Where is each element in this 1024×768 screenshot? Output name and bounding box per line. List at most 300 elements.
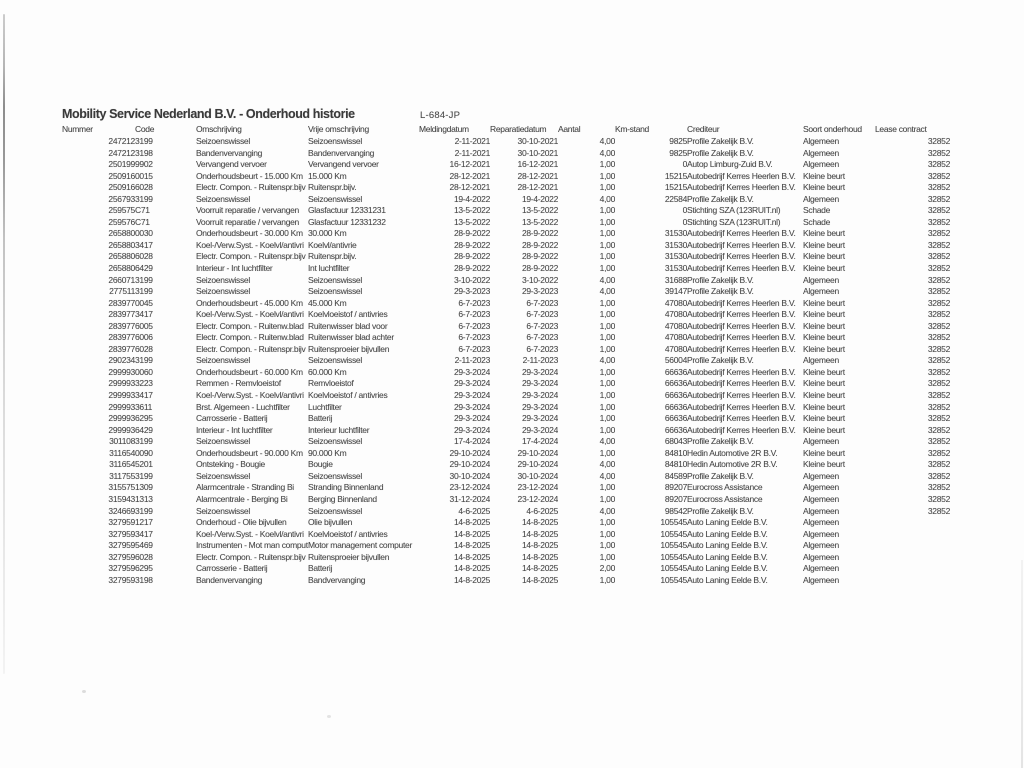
table-cell: 28-9-2022	[521, 228, 558, 239]
table-cell: 0030	[135, 228, 153, 239]
table-cell: 29-3-2023	[453, 286, 490, 297]
table-cell: 265880	[108, 228, 135, 239]
table-cell: Instrumenten - Mot man comput	[196, 540, 308, 551]
table-cell: 15215	[664, 182, 687, 193]
table-cell: Interieur luchtfilter	[308, 424, 370, 435]
column-header-aantal: Aantal	[558, 124, 581, 134]
table-cell: 256793	[108, 193, 135, 204]
table-cell: 2-11-2021	[454, 136, 490, 146]
table-cell: Electr. Compon. - Ruitenw.blad	[196, 332, 304, 343]
table-cell: 259575	[108, 205, 135, 216]
table-cell: 3417	[135, 309, 153, 320]
table-cell: 29-3-2024	[453, 413, 490, 424]
table-cell: 6-7-2023	[526, 332, 558, 343]
table-cell: Bougie	[308, 459, 333, 470]
table-cell: Ruitensproeier bijvullen	[308, 551, 390, 562]
table-cell: 32852	[927, 251, 950, 262]
table-cell: 1,00	[599, 413, 615, 424]
table-cell: Profile Zakelijk B.V.	[687, 286, 754, 297]
table-cell: 32852	[927, 297, 950, 308]
column-header-crediteur: Crediteur	[687, 124, 720, 134]
table-cell: Kleine beurt	[803, 424, 845, 435]
table-cell: 3198	[135, 147, 153, 158]
table-cell: 66636	[664, 424, 687, 435]
table-cell: C71	[135, 205, 150, 216]
column-header-km-stand: Km-stand	[615, 124, 649, 134]
table-cell: Autop Limburg-Zuid B.V.	[687, 159, 773, 170]
table-cell: Remvloeistof	[308, 378, 354, 389]
table-cell: Seizoenswissel	[196, 505, 250, 516]
table-cell: Seizoenswissel	[308, 286, 362, 297]
table-cell: 30-10-2021	[517, 147, 558, 158]
table-cell: 6-7-2023	[458, 297, 490, 308]
table-cell: 32852	[927, 332, 950, 343]
table-cell: Onderhoudsbeurt - 15.000 Km	[196, 170, 303, 181]
table-cell: 19-4-2022	[521, 193, 558, 204]
table-cell: 9825	[669, 136, 687, 146]
table-cell: Autobedrijf Kerres Heerlen B.V.	[687, 309, 796, 320]
table-cell: Onderhoudsbeurt - 90.000 Km	[196, 447, 303, 458]
table-cell: 4,00	[599, 355, 615, 366]
table-cell: Eurocross Assistance	[687, 482, 763, 493]
table-cell: Kleine beurt	[803, 251, 845, 262]
table-cell: Glasfactuur 12331231	[308, 205, 386, 216]
table-cell: 14-8-2025	[453, 551, 490, 562]
table-cell: 28-9-2022	[521, 251, 558, 262]
table-row	[62, 309, 950, 321]
table-row	[62, 425, 950, 437]
table-cell: Ontsteking - Bougie	[196, 459, 265, 470]
table-cell: 29-3-2024	[521, 366, 558, 377]
table-cell: 283977	[108, 343, 135, 354]
table-row	[62, 136, 950, 148]
table-cell: Kleine beurt	[803, 263, 845, 274]
table-row	[62, 194, 950, 206]
table-cell: 0060	[135, 366, 153, 377]
table-cell: Auto Laning Eelde B.V.	[687, 551, 768, 562]
table-row	[62, 390, 950, 402]
table-cell: Electr. Compon. - Ruitenspr.bijv	[196, 551, 306, 562]
table-cell: 29-10-2024	[517, 447, 558, 458]
table-row	[62, 575, 950, 587]
table-cell: 1,00	[599, 228, 615, 239]
table-row	[62, 436, 950, 448]
table-cell: 17-4-2024	[453, 436, 490, 447]
table-cell: 0045	[135, 297, 153, 308]
table-cell: 28-9-2022	[521, 263, 558, 274]
table-cell: Stichting SZA (123RUIT.nl)	[687, 205, 781, 216]
table-cell: Motor management computer	[308, 540, 412, 551]
table-cell: Eurocross Assistance	[687, 493, 763, 504]
scan-speck	[82, 690, 86, 693]
table-cell: 277511	[109, 286, 135, 297]
table-cell: 32852	[927, 413, 950, 424]
table-cell: Seizoenswissel	[308, 136, 362, 146]
table-cell: 6429	[135, 263, 153, 274]
table-cell: 32852	[927, 459, 950, 470]
table-cell: 23-12-2024	[517, 482, 558, 493]
table-cell: Algemeen	[803, 286, 839, 297]
table-cell: Algemeen	[803, 274, 839, 285]
column-header-lease-contract: Lease contract	[875, 124, 927, 134]
table-cell: 14-8-2025	[453, 563, 490, 574]
table-cell: Autobedrijf Kerres Heerlen B.V.	[687, 182, 796, 193]
table-cell: Kleine beurt	[803, 378, 845, 389]
table-cell: 1309	[135, 482, 153, 493]
table-cell: Algemeen	[803, 436, 839, 447]
table-cell: Bandenvervanging	[196, 147, 263, 158]
table-cell: 14-8-2025	[453, 517, 490, 528]
maintenance-history-table	[62, 123, 950, 586]
table-cell: Autobedrijf Kerres Heerlen B.V.	[687, 390, 796, 401]
table-cell: 247212	[108, 147, 135, 158]
table-cell: 6028	[135, 343, 153, 354]
table-cell: 1,00	[599, 528, 615, 539]
column-header-nummer: Nummer	[62, 124, 93, 134]
table-cell: Seizoenswissel	[196, 286, 250, 297]
table-cell: Ruitenwisser blad achter	[308, 332, 394, 343]
table-cell: Glasfactuur 12331232	[308, 216, 386, 227]
table-cell: 56004	[664, 355, 687, 366]
table-cell: 28-12-2021	[449, 182, 490, 193]
table-cell: Kleine beurt	[803, 239, 845, 250]
scan-edge-artifact-right	[1021, 560, 1023, 768]
table-cell: 29-3-2024	[453, 401, 490, 412]
table-cell: 28-12-2021	[449, 170, 490, 181]
table-cell: 3611	[135, 401, 153, 412]
table-cell: 14-8-2025	[521, 517, 558, 528]
table-cell: 1,00	[599, 297, 615, 308]
table-cell: 1,00	[599, 551, 615, 562]
table-cell: Seizoenswissel	[196, 355, 250, 366]
table-cell: 299993	[108, 413, 135, 424]
table-cell: 32852	[927, 355, 950, 366]
table-cell: Schade	[803, 216, 831, 227]
table-cell: Brst. Algemeen - Luchtfilter	[196, 401, 290, 412]
table-cell: 283977	[108, 309, 135, 320]
column-header-soort-onderhoud: Soort onderhoud	[803, 124, 862, 134]
table-cell: 2-11-2023	[522, 355, 558, 366]
table-cell: 1,00	[599, 574, 615, 585]
table-cell: Profile Zakelijk B.V.	[687, 436, 754, 447]
table-cell: Berging Binnenland	[308, 493, 377, 504]
table-cell: 14-8-2025	[521, 528, 558, 539]
table-cell: 16-12-2021	[517, 159, 558, 170]
table-cell: 3417	[135, 528, 153, 539]
table-cell: 1,00	[599, 159, 615, 170]
table-cell: Remmen - Remvloeistof	[196, 378, 281, 389]
table-cell: 2,00	[599, 563, 615, 574]
table-cell: Profile Zakelijk B.V.	[687, 193, 754, 204]
table-cell: 1,00	[599, 239, 615, 250]
table-cell: 47080	[664, 297, 687, 308]
table-cell: 31-12-2024	[449, 493, 490, 504]
table-cell: 5201	[135, 459, 153, 470]
table-cell: 29-3-2024	[521, 401, 558, 412]
table-cell: 9902	[135, 159, 153, 170]
column-header-reparatiedatum: Reparatiedatum	[490, 124, 547, 134]
table-cell: 1217	[135, 517, 153, 528]
table-cell: 98542	[664, 505, 687, 516]
table-row	[62, 228, 950, 240]
table-cell: 6-7-2023	[526, 297, 558, 308]
table-cell: 4,00	[599, 136, 615, 146]
table-cell: Kleine beurt	[803, 332, 845, 343]
table-cell: 6-7-2023	[458, 332, 490, 343]
table-cell: Bandvervanging	[308, 574, 366, 585]
table-cell: Kleine beurt	[803, 413, 845, 424]
table-cell: Ruitenspr.bijv.	[308, 251, 357, 262]
table-cell: Ruitenwisser blad voor	[308, 320, 388, 331]
table-cell: 315575	[108, 482, 135, 493]
table-row	[62, 552, 950, 564]
table-cell: Autobedrijf Kerres Heerlen B.V.	[687, 424, 796, 435]
table-row	[62, 355, 950, 367]
table-cell: Voorruit reparatie / vervangen	[196, 216, 299, 227]
table-cell: Kleine beurt	[803, 309, 845, 320]
table-cell: 31688	[664, 274, 687, 285]
table-cell: Kleine beurt	[803, 343, 845, 354]
table-cell: Vervangend vervoer	[308, 159, 379, 170]
table-cell: 283977	[108, 332, 135, 343]
table-cell: 32852	[927, 193, 950, 204]
table-cell: 3199	[135, 136, 153, 146]
table-cell: 29-3-2024	[453, 424, 490, 435]
table-cell: 45.000 Km	[308, 297, 347, 308]
table-cell: 32852	[927, 159, 950, 170]
table-cell: Hedin Automotive 2R B.V.	[687, 459, 778, 470]
table-cell: 4,00	[599, 274, 615, 285]
table-row	[62, 506, 950, 518]
table-cell	[875, 563, 950, 575]
table-cell: 13-5-2022	[521, 216, 558, 227]
table-cell: 301108	[109, 436, 135, 447]
table-cell: 6005	[135, 320, 153, 331]
table-cell: 13-5-2022	[521, 205, 558, 216]
table-cell: 32852	[927, 147, 950, 158]
table-cell: 29-3-2024	[521, 390, 558, 401]
table-cell: Autobedrijf Kerres Heerlen B.V.	[687, 251, 796, 262]
table-cell: Koel-/Verw.Syst. - Koelvl/antivri	[196, 309, 304, 320]
table-cell: 28-9-2022	[453, 263, 490, 274]
table-cell: 66636	[664, 366, 687, 377]
table-cell: 1,00	[599, 540, 615, 551]
table-cell: 3199	[135, 470, 153, 481]
table-cell: 4,00	[599, 459, 615, 470]
table-cell: 6295	[135, 563, 153, 574]
table-row	[62, 217, 950, 229]
table-cell: Auto Laning Eelde B.V.	[687, 528, 768, 539]
table-cell: 84810	[664, 447, 687, 458]
table-cell: 1,00	[599, 366, 615, 377]
table-row	[62, 367, 950, 379]
table-cell: Kleine beurt	[803, 320, 845, 331]
table-cell: 327959	[108, 517, 135, 528]
table-cell: Seizoenswissel	[308, 193, 362, 204]
table-cell: 5469	[135, 540, 153, 551]
table-cell: 4-6-2025	[526, 505, 558, 516]
table-cell: 259576	[108, 216, 135, 227]
table-cell: 4,00	[599, 436, 615, 447]
table-cell: Hedin Automotive 2R B.V.	[687, 447, 778, 458]
table-cell: Algemeen	[803, 505, 839, 516]
table-cell: Koelvloeistof / antivries	[308, 390, 388, 401]
table-cell: Autobedrijf Kerres Heerlen B.V.	[687, 401, 796, 412]
table-cell: 0015	[135, 170, 153, 181]
table-cell: 105545	[660, 528, 687, 539]
license-plate: L-684-JP	[420, 110, 461, 121]
table-cell: 90.000 Km	[308, 447, 347, 458]
table-cell: Int luchtfilter	[308, 263, 350, 274]
table-cell: Algemeen	[803, 159, 839, 170]
table-cell: 3199	[135, 193, 153, 204]
table-cell: Luchtfilter	[308, 401, 342, 412]
table-cell: 32852	[927, 343, 950, 354]
table-cell: 14-8-2025	[521, 551, 558, 562]
table-cell: Olie bijvullen	[308, 517, 352, 528]
table-cell: Profile Zakelijk B.V.	[687, 274, 754, 285]
table-cell: 1,00	[599, 447, 615, 458]
table-cell: 29-3-2024	[521, 424, 558, 435]
table-cell: 31530	[664, 239, 687, 250]
table-cell: 6-7-2023	[458, 320, 490, 331]
table-cell: 6-7-2023	[526, 309, 558, 320]
table-row	[62, 471, 950, 483]
table-cell: 29-10-2024	[517, 459, 558, 470]
table-cell: 247212	[108, 136, 135, 146]
table-cell: 32852	[927, 286, 950, 297]
table-cell: Autobedrijf Kerres Heerlen B.V.	[687, 320, 796, 331]
table-cell: Seizoenswissel	[308, 470, 362, 481]
table-cell: 84810	[664, 459, 687, 470]
table-cell: Autobedrijf Kerres Heerlen B.V.	[687, 228, 796, 239]
table-cell: 4,00	[599, 505, 615, 516]
table-cell: 6-7-2023	[526, 343, 558, 354]
table-row	[62, 517, 950, 529]
table-cell: 105545	[660, 540, 687, 551]
table-cell: Onderhoudsbeurt - 60.000 Km	[196, 366, 303, 377]
table-row	[62, 529, 950, 541]
table-cell: 1,00	[599, 263, 615, 274]
column-header-omschrijving: Omschrijving	[196, 124, 242, 134]
scan-speck	[327, 715, 331, 718]
table-row	[62, 182, 950, 194]
table-cell: 0090	[135, 447, 153, 458]
table-cell: Koelvloeistof / antivries	[308, 528, 388, 539]
table-cell: Kleine beurt	[803, 459, 845, 470]
table-cell: 14-8-2025	[521, 574, 558, 585]
table-cell: 1,00	[599, 493, 615, 504]
table-cell: Seizoenswissel	[196, 274, 250, 285]
table-cell: Algemeen	[803, 540, 839, 551]
table-cell: 6-7-2023	[526, 320, 558, 331]
table-cell: 299993	[108, 401, 135, 412]
table-cell: 1,00	[599, 170, 615, 181]
table-cell: Autobedrijf Kerres Heerlen B.V.	[687, 263, 796, 274]
page-title: Mobility Service Nederland B.V. - Onderhoud historie	[62, 107, 355, 121]
table-row	[62, 251, 950, 263]
table-cell: Seizoenswissel	[196, 470, 250, 481]
table-cell: 30-10-2024	[517, 470, 558, 481]
table-cell: Profile Zakelijk B.V.	[687, 470, 754, 481]
table-cell: Ruitensproeier bijvullen	[308, 343, 390, 354]
table-cell: 265880	[108, 239, 135, 250]
table-cell: 32852	[927, 239, 950, 250]
table-cell: 28-12-2021	[517, 182, 558, 193]
table-cell: Autobedrijf Kerres Heerlen B.V.	[687, 378, 796, 389]
table-cell: 1,00	[599, 482, 615, 493]
table-cell: 14-8-2025	[453, 528, 490, 539]
table-cell	[875, 540, 950, 552]
table-cell: 3417	[135, 239, 153, 250]
table-cell: 47080	[664, 332, 687, 343]
table-cell: Stichting SZA (123RUIT.nl)	[687, 216, 781, 227]
table-cell: Algemeen	[803, 482, 839, 493]
table-cell: 17-4-2024	[521, 436, 558, 447]
table-cell: 105545	[660, 517, 687, 528]
table-row	[62, 171, 950, 183]
table-cell: 0	[682, 216, 687, 227]
table-cell: 0	[682, 205, 687, 216]
table-cell: 283977	[108, 320, 135, 331]
table-cell: 327959	[108, 551, 135, 562]
table-cell: Autobedrijf Kerres Heerlen B.V.	[687, 239, 796, 250]
table-cell: Profile Zakelijk B.V.	[687, 136, 754, 146]
table-cell: 3199	[135, 286, 153, 297]
table-cell: Algemeen	[803, 136, 839, 146]
table-cell: 32852	[927, 366, 950, 377]
table-cell: 3199	[135, 274, 153, 285]
table-cell: Autobedrijf Kerres Heerlen B.V.	[687, 366, 796, 377]
column-header-meldingdatum: Meldingdatum	[419, 124, 469, 134]
table-cell: 28-9-2022	[453, 228, 490, 239]
table-cell: Alarmcentrale - Stranding Bi	[196, 482, 294, 493]
table-cell: 6028	[135, 551, 153, 562]
table-cell: Koel-/Verw.Syst. - Koelvl/antivri	[196, 528, 304, 539]
table-row	[62, 205, 950, 217]
table-cell: 14-8-2025	[521, 540, 558, 551]
table-cell: 315943	[108, 493, 135, 504]
table-cell: 250916	[108, 170, 135, 181]
table-cell: Autobedrijf Kerres Heerlen B.V.	[687, 413, 796, 424]
table-cell: 22584	[664, 193, 687, 204]
table-cell: Auto Laning Eelde B.V.	[687, 574, 768, 585]
table-cell: 31530	[664, 263, 687, 274]
table-cell: 32852	[927, 182, 950, 193]
table-cell: 105545	[660, 574, 687, 585]
table-cell: 29-3-2024	[521, 413, 558, 424]
table-cell: 299993	[108, 424, 135, 435]
table-cell: Koel-/Verw.Syst. - Koelvl/antivri	[196, 390, 304, 401]
table-cell: 1,00	[599, 343, 615, 354]
table-cell: Profile Zakelijk B.V.	[687, 355, 754, 366]
table-cell: 14-8-2025	[453, 574, 490, 585]
table-cell: Kleine beurt	[803, 182, 845, 193]
table-cell	[875, 517, 950, 529]
table-cell: 2-11-2021	[454, 147, 490, 158]
table-cell: Seizoenswissel	[196, 436, 250, 447]
table-cell: 1,00	[599, 378, 615, 389]
table-cell: 32852	[927, 390, 950, 401]
table-cell: Algemeen	[803, 147, 839, 158]
table-cell: 299993	[108, 378, 135, 389]
table-cell: Seizoenswissel	[196, 136, 250, 146]
table-cell: 47080	[664, 320, 687, 331]
table-row	[62, 413, 950, 425]
table-cell: Koelvl/antivrie	[308, 239, 357, 250]
table-cell: 2-11-2023	[454, 355, 490, 366]
table-header-row	[62, 123, 950, 136]
